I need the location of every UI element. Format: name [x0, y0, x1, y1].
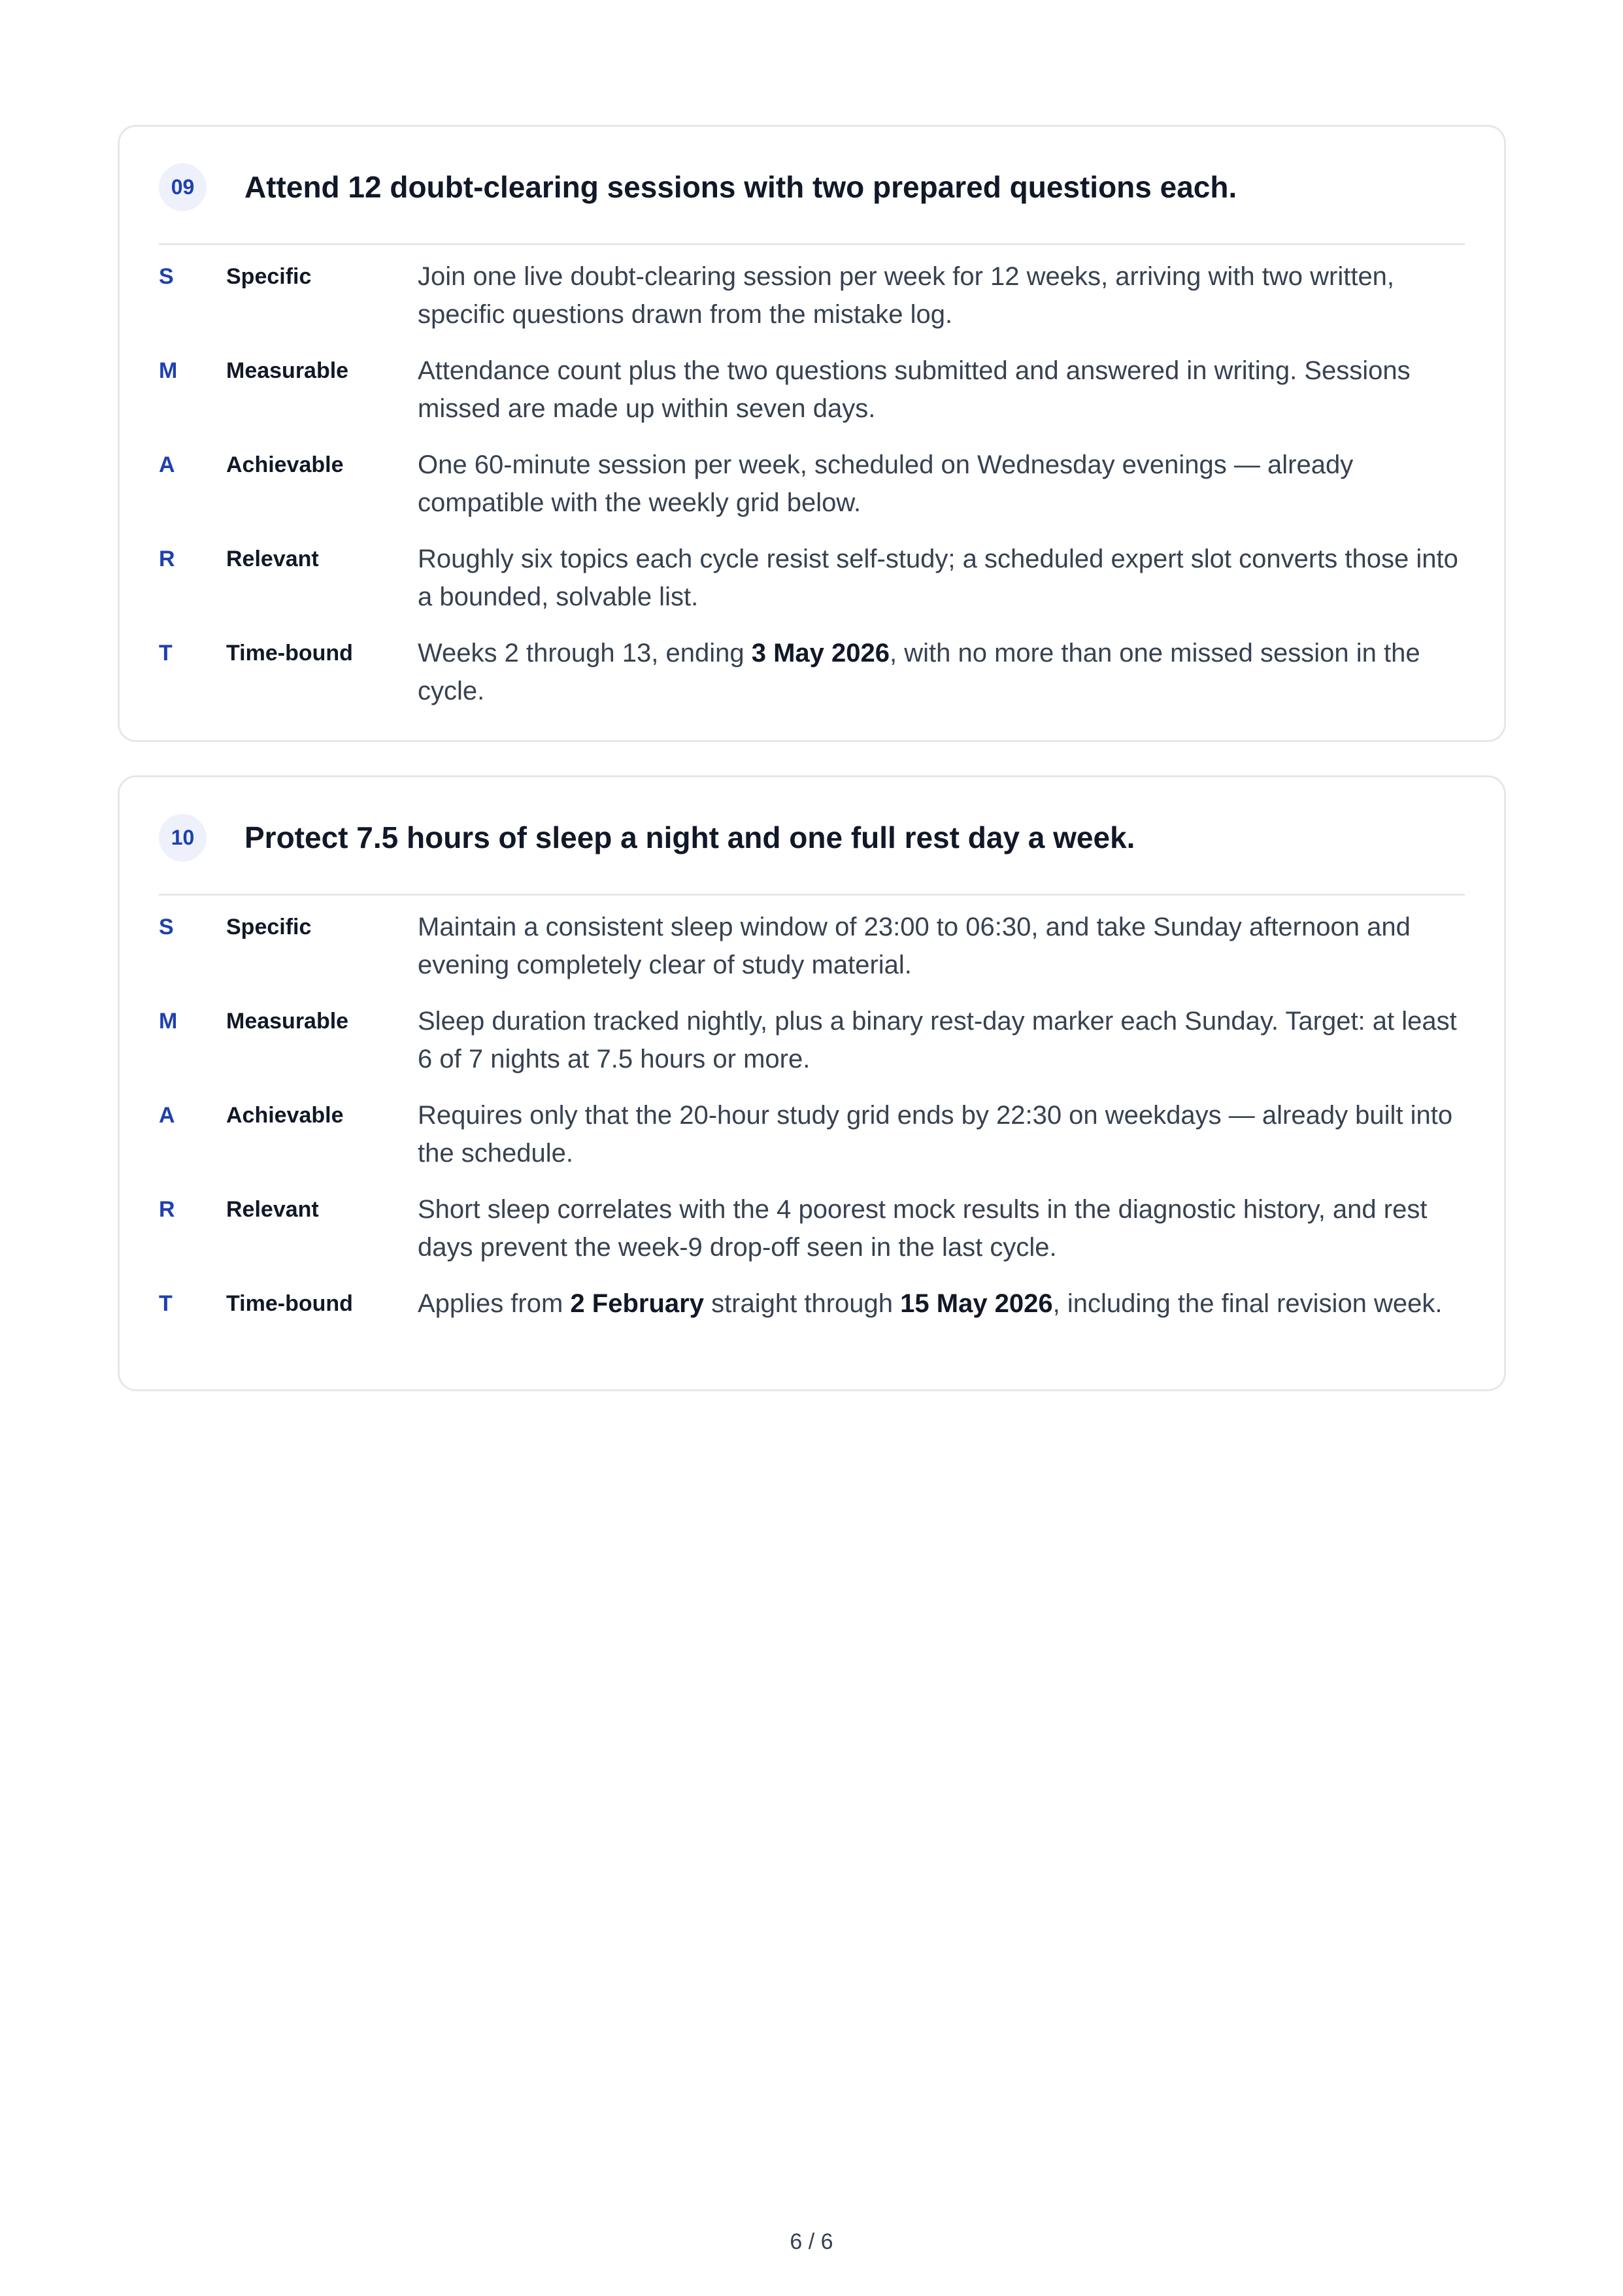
smart-label: Achievable [226, 452, 344, 477]
smart-label: Relevant [226, 547, 319, 571]
goal-card [118, 125, 1506, 742]
goal-card [118, 775, 1506, 1391]
smart-label: Time-bound [226, 1291, 353, 1316]
smart-label: Achievable [226, 1103, 344, 1128]
smart-description: Roughly six topics each cycle resist self-study; a scheduled expert slot converts those into a bounded, solvable list. [418, 545, 1458, 611]
smart-row-relevant [159, 1190, 1465, 1285]
goal-number-badge: 10 [159, 814, 207, 862]
smart-criteria-list [159, 908, 1465, 1379]
smart-letter: T [159, 641, 173, 666]
end-date: 15 May 2026 [900, 1289, 1053, 1318]
page-number: 6 / 6 [790, 2229, 833, 2254]
smart-row-time-bound [159, 1285, 1465, 1379]
smart-letter: S [159, 915, 174, 939]
smart-row-relevant [159, 540, 1465, 634]
smart-letter: M [159, 358, 178, 383]
smart-label: Specific [226, 915, 312, 939]
smart-letter: M [159, 1009, 178, 1034]
smart-row-measurable [159, 1002, 1465, 1096]
smart-label: Measurable [226, 358, 349, 383]
goal-number-badge: 09 [159, 163, 207, 211]
smart-description: One 60-minute session per week, scheduled on Wednesday evenings — already compatible with the weekly grid below. [418, 450, 1354, 517]
smart-label: Measurable [226, 1009, 349, 1034]
goal-header [159, 814, 1465, 896]
smart-description: Applies from 2 February straight through 15 May 2026, including the final revision week. [418, 1289, 1443, 1318]
goal-title: Attend 12 doubt-clearing sessions with two prepared questions each. [244, 170, 1237, 204]
smart-row-specific [159, 258, 1465, 352]
smart-description: Join one live doubt-clearing session per week for 12 weeks, arriving with two written, specific questions drawn from the mistake log. [418, 262, 1395, 329]
smart-description: Attendance count plus the two questions submitted and answered in writing. Sessions missed are made up within seven days. [418, 356, 1411, 423]
smart-description: Short sleep correlates with the 4 poorest mock results in the diagnostic history, and rest days prevent the week-9 drop-off seen in the last cycle. [418, 1195, 1428, 1262]
smart-row-time-bound [159, 634, 1465, 728]
smart-label: Time-bound [226, 641, 353, 666]
smart-description: Sleep duration tracked nightly, plus a binary rest-day marker each Sunday. Target: at least 6 of 7 nights at 7.5 hours or more. [418, 1007, 1457, 1073]
smart-label: Relevant [226, 1197, 319, 1222]
smart-criteria-list [159, 258, 1465, 728]
smart-row-measurable [159, 352, 1465, 446]
smart-letter: A [159, 1103, 175, 1128]
smart-label: Specific [226, 264, 312, 289]
deadline-date: 3 May 2026 [751, 639, 890, 667]
smart-row-achievable [159, 446, 1465, 540]
smart-letter: R [159, 547, 175, 571]
smart-description: Requires only that the 20-hour study grid ends by 22:30 on weekdays — already built into the schedule. [418, 1101, 1453, 1168]
smart-letter: S [159, 264, 174, 289]
start-date: 2 February [570, 1289, 704, 1318]
smart-description: Weeks 2 through 13, ending 3 May 2026, with no more than one missed session in the cycle. [418, 639, 1420, 705]
goal-title: Protect 7.5 hours of sleep a night and one full rest day a week. [244, 820, 1135, 854]
goal-header [159, 163, 1465, 245]
smart-row-achievable [159, 1096, 1465, 1190]
smart-row-specific [159, 908, 1465, 1002]
smart-letter: R [159, 1197, 175, 1222]
smart-letter: T [159, 1291, 173, 1316]
smart-letter: A [159, 452, 175, 477]
smart-description: Maintain a consistent sleep window of 23:00 to 06:30, and take Sunday afternoon and evening completely clear of study material. [418, 913, 1411, 979]
